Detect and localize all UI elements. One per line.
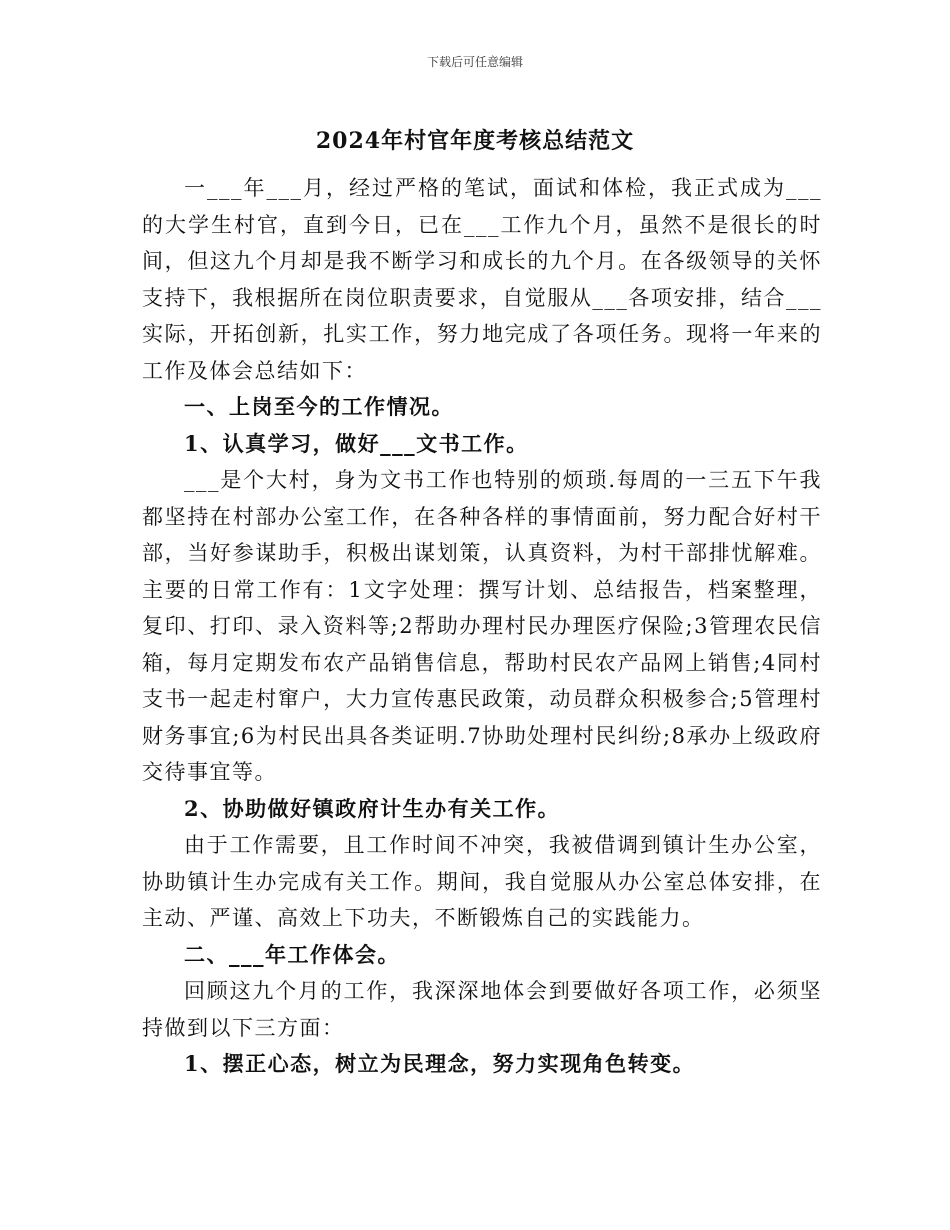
page-header: 下载后可任意编辑 xyxy=(426,55,523,69)
paragraph-review: 回顾这九个月的工作，我深深地体会到要做好各项工作，必须坚持做到以下三方面： xyxy=(142,979,822,1040)
document-body xyxy=(142,170,822,1083)
subsection-heading-1-1: 1、认真学习，做好___文书工作。 xyxy=(184,430,529,456)
section-heading-2: 二、___年工作体会。 xyxy=(184,941,400,967)
paragraph-family-planning: 由于工作需要，且工作时间不冲突，我被借调到镇计生办公室，协助镇计生办完成有关工作。期间，我自觉服从办公室总体安排，在主动、严谨、高效上下功夫，不断锻炼自己的实践能力。 xyxy=(142,833,822,930)
subsection-heading-2-1: 1、摆正心态，树立为民理念，努力实现角色转变。 xyxy=(184,1051,696,1076)
paragraph-clerical-work: ___是个大村，身为文书工作也特别的烦琐.每周的一三五下午我都坚持在村部办公室工作，在各种各样的事情面前，努力配合好村干部，当好参谋助手，积极出谋划策，认真资料，为村干部排忧解难。主要的日常工作有：1文字处理：撰写计划、总结报告，档案整理，复印、打印、录入资料等;2帮助办理村民办理医疗保险;3管理农民信箱，每月定期发布农产品销售信息，帮助村民农产品网上销售;4同村支书一起走村窜户，大力宣传惠民政策，动员群众积极参合;5管理村财务事宜;6为村民出具各类证明.7协助处理村民纠纷;8承办上级政府交待事宜等。 xyxy=(142,468,822,784)
intro-paragraph: 一___年___月，经过严格的笔试，面试和体检，我正式成为___的大学生村官，直到今日，已在___工作九个月，虽然不是很长的时间，但这九个月却是我不断学习和成长的九个月。在各级领导的关怀支持下，我根据所在岗位职责要求，自觉服从___各项安排，结合___实际，开拓创新，扎实工作，努力地完成了各项任务。现将一年来的工作及体会总结如下： xyxy=(142,176,822,383)
document-title: 2024年村官年度考核总结范文 xyxy=(315,128,635,154)
section-heading-1: 一、上岗至今的工作情况。 xyxy=(184,394,454,419)
subsection-heading-1-2: 2、协助做好镇政府计生办有关工作。 xyxy=(184,795,561,821)
